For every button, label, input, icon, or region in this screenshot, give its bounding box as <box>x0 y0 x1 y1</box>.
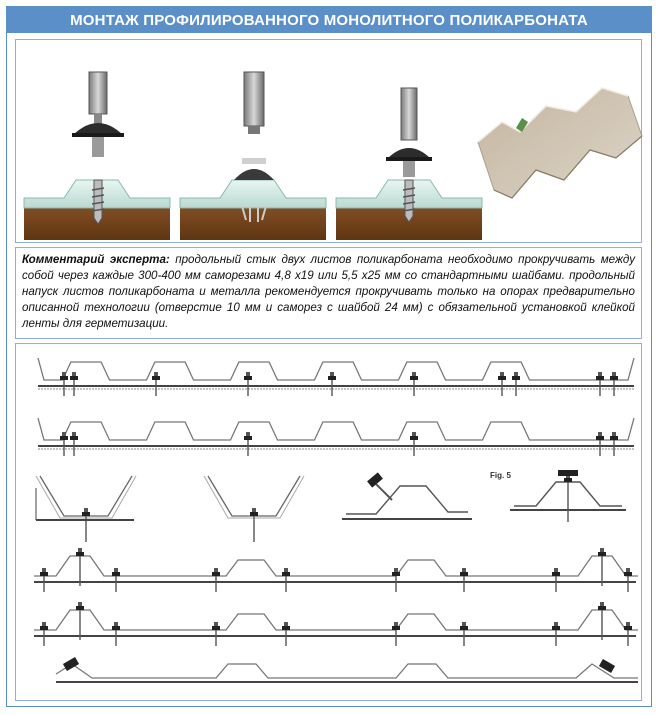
scheme-row-5-screw-4-washer <box>392 626 400 630</box>
scheme-row-5-screw-4-head <box>394 622 398 626</box>
scheme-row-1-screw-1-washer <box>70 376 78 380</box>
scheme-row-1-screw-9-head <box>612 372 616 376</box>
fig5-screw-washer <box>564 478 572 482</box>
scheme-row-1-screw-9-washer <box>610 376 618 380</box>
scheme-row-4-screw-4-washer <box>392 572 400 576</box>
scheme-row-4-ridge-screw-0-washer <box>76 552 84 556</box>
scheme-row-2-screw-5-washer <box>610 436 618 440</box>
scheme-row-5-screw-3-washer <box>282 626 290 630</box>
expert-comment <box>15 247 642 339</box>
fig-5-label: Fig. 5 <box>490 471 511 480</box>
scheme-row-5-screw-5-washer <box>460 626 468 630</box>
scheme-row-2-screw-1-head <box>72 432 76 436</box>
scheme-row-1-screw-4-head <box>330 372 334 376</box>
scheme-row-4-screw-6-head <box>554 568 558 572</box>
detail-slope-washer <box>367 472 383 487</box>
scheme-row-5-screw-2-washer <box>212 626 220 630</box>
main-frame <box>6 6 652 707</box>
detail-valley-1-screw-head <box>84 508 88 512</box>
scheme-row-4-screw-7-washer <box>624 572 632 576</box>
polycarbonate-sheet-illustration <box>478 88 642 198</box>
scheme-row-1-screw-5-head <box>412 372 416 376</box>
scheme-row-1-screw-5-washer <box>410 376 418 380</box>
scheme-row-4-screw-1-head <box>114 568 118 572</box>
installation-photos-panel <box>15 39 642 243</box>
scheme-row-2-screw-1-washer <box>70 436 78 440</box>
scheme-row-5-screw-1-washer <box>112 626 120 630</box>
scheme-row-2-screw-4-washer <box>596 436 604 440</box>
scheme-row-5-screw-3-head <box>284 622 288 626</box>
comment-label: Комментарий эксперта: <box>22 253 170 266</box>
scheme-row-2-screw-2-washer <box>244 436 252 440</box>
scheme-row-2-screw-0-head <box>62 432 66 436</box>
scheme-row-4-screw-3-washer <box>282 572 290 576</box>
scheme-row-1-screw-7-head <box>514 372 518 376</box>
scheme-row-6-cap-right <box>599 659 615 673</box>
scheme-row-5-ridge-screw-1-head <box>600 602 604 606</box>
scheme-row-5-ridge-screw-1-washer <box>598 606 606 610</box>
scheme-row-4-screw-0-head <box>42 568 46 572</box>
scheme-row-5-ridge-screw-0-washer <box>76 606 84 610</box>
profile-schemes <box>16 344 643 702</box>
scheme-row-5-profile <box>34 610 638 630</box>
scheme-row-2-screw-0-washer <box>60 436 68 440</box>
scheme-row-4-screw-6-washer <box>552 572 560 576</box>
scheme-row-1-screw-3-washer <box>244 376 252 380</box>
detail-valley-2-screw-head <box>252 508 256 512</box>
detail-valley-1-screw-washer <box>82 512 90 516</box>
scheme-row-4-screw-4-head <box>394 568 398 572</box>
scheme-row-4-screw-5-head <box>462 568 466 572</box>
scheme-row-5-screw-6-washer <box>552 626 560 630</box>
scheme-row-1-screw-7-washer <box>512 376 520 380</box>
scheme-row-4-screw-1-washer <box>112 572 120 576</box>
scheme-row-4-screw-2-head <box>214 568 218 572</box>
detail-slope-profile <box>346 486 468 514</box>
scheme-row-1-screw-4-washer <box>328 376 336 380</box>
scheme-row-2-screw-2-head <box>246 432 250 436</box>
scheme-row-1-screw-8-head <box>598 372 602 376</box>
scheme-row-5-screw-0-washer <box>40 626 48 630</box>
scheme-row-4-profile <box>34 556 638 576</box>
detail-slope-screw <box>376 484 392 500</box>
scheme-row-5-screw-5-head <box>462 622 466 626</box>
scheme-row-1-screw-8-washer <box>596 376 604 380</box>
screw-step-2-illustration <box>180 72 326 240</box>
scheme-row-5-screw-1-head <box>114 622 118 626</box>
screw-step-1-illustration <box>24 72 170 240</box>
scheme-row-1-screw-6-head <box>500 372 504 376</box>
scheme-row-6-profile <box>56 664 638 678</box>
screw-step-3-illustration <box>336 88 482 240</box>
scheme-row-4-ridge-screw-1-washer <box>598 552 606 556</box>
scheme-row-4-screw-3-head <box>284 568 288 572</box>
comment-text: продольный стык двух листов поликарбоната необходимо прокручивать между собой через каждые 300-400 мм саморезами 4,8 х19 или 5,5 х25 мм со стандартными шайбами. продольный напуск листов поликарбоната и металла рекомендуется прокручивать только на опорах предварительно описанной технологии (отверстие 10 мм и саморез с шайбой 24 мм) с обязательной установкой клейкой ленты для герметизации. <box>22 253 636 330</box>
scheme-row-2-screw-5-head <box>612 432 616 436</box>
page-title: МОНТАЖ ПРОФИЛИРОВАННОГО МОНОЛИТНОГО ПОЛИКАРБОНАТА <box>7 7 651 33</box>
scheme-row-1-screw-1-head <box>72 372 76 376</box>
scheme-row-4-ridge-screw-0-head <box>78 548 82 552</box>
scheme-row-1-screw-3-head <box>246 372 250 376</box>
scheme-row-2-screw-3-head <box>412 432 416 436</box>
scheme-row-5-screw-0-head <box>42 622 46 626</box>
scheme-row-1-screw-2-head <box>154 372 158 376</box>
scheme-row-5-screw-7-washer <box>624 626 632 630</box>
scheme-row-1-screw-0-washer <box>60 376 68 380</box>
detail-valley-2-screw-washer <box>250 512 258 516</box>
scheme-row-4-screw-5-washer <box>460 572 468 576</box>
scheme-row-4-screw-2-washer <box>212 572 220 576</box>
installation-illustrations <box>16 40 643 244</box>
scheme-row-5-screw-6-head <box>554 622 558 626</box>
profile-schemes-panel <box>15 343 642 701</box>
scheme-row-5-screw-2-head <box>214 622 218 626</box>
scheme-row-2-screw-4-head <box>598 432 602 436</box>
scheme-row-4-ridge-screw-1-head <box>600 548 604 552</box>
scheme-row-5-ridge-screw-0-head <box>78 602 82 606</box>
scheme-row-2-profile <box>38 418 634 440</box>
scheme-row-4-screw-0-washer <box>40 572 48 576</box>
scheme-row-1-screw-0-head <box>62 372 66 376</box>
fig5-cap <box>558 470 578 476</box>
scheme-row-1-screw-6-washer <box>498 376 506 380</box>
scheme-row-2-screw-3-washer <box>410 436 418 440</box>
scheme-row-1-screw-2-washer <box>152 376 160 380</box>
scheme-row-5-screw-7-head <box>626 622 630 626</box>
scheme-row-4-screw-7-head <box>626 568 630 572</box>
